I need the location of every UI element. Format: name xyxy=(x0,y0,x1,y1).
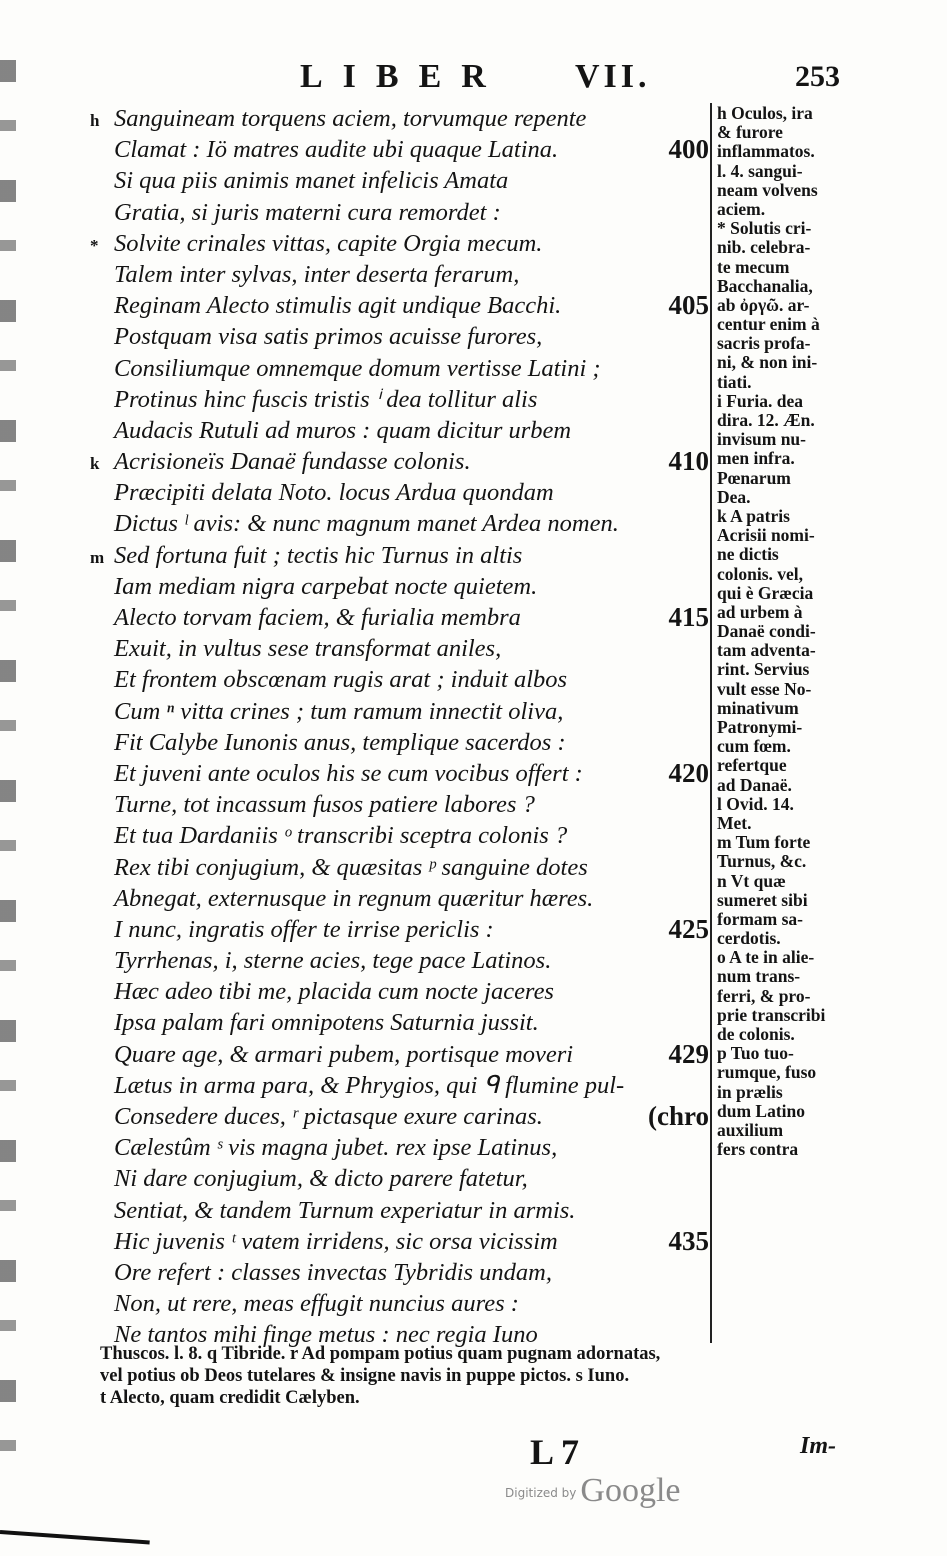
marginal-note-line: men infra. xyxy=(717,448,795,469)
marginal-note-line: fers contra xyxy=(717,1139,799,1160)
marginal-note-line: rumque, fuso xyxy=(717,1062,817,1083)
verse-text: Lætus in arma para, & Phrygios, qui ᑫ flumine pul- xyxy=(114,1071,625,1099)
marginal-note-line: o A te in alie- xyxy=(717,947,815,968)
header-title: LIBER xyxy=(300,58,506,95)
verse-line xyxy=(90,1070,715,1101)
verse-text: Gratia, si juris materni cura remordet : xyxy=(114,198,501,226)
verse-text: Rex tibi conjugium, & quæsitas ᵖ sanguine dotes xyxy=(114,853,588,881)
marginal-note-line: ne dictis xyxy=(717,544,779,565)
marginal-note-line: in prælis xyxy=(717,1081,783,1102)
verse-note-marker: m xyxy=(90,547,105,567)
marginal-note-line: ni, & non ini- xyxy=(717,352,818,373)
verse-note-marker: * xyxy=(90,235,99,255)
verse-text: Cum ⁿ vitta crines ; tum ramum innectit oliva, xyxy=(114,697,564,725)
header-book-number: VII. xyxy=(575,58,651,95)
marginal-note-line: qui è Græcia xyxy=(717,582,814,603)
verse-line xyxy=(90,446,715,477)
footnote-line: vel potius ob Deos tutelares & insigne navis in puppe pictos. s Iuno. xyxy=(100,1366,630,1386)
marginal-note-line: invisum nu- xyxy=(717,429,806,450)
marginal-note-line: Met. xyxy=(717,812,752,833)
verse-text: Dictus ˡ avis: & nunc magnum manet Ardea nomen. xyxy=(114,510,619,538)
line-number: 425 xyxy=(668,913,709,944)
verse-text: Protinus hinc fuscis tristis ⁱ dea tollitur alis xyxy=(114,385,538,413)
verse-text: Postquam visa satis primos acuisse furores, xyxy=(114,323,543,351)
marginal-note-line: p Tuo tuo- xyxy=(717,1043,794,1064)
line-number: 420 xyxy=(668,757,709,788)
marginal-note-line: tiati. xyxy=(717,371,752,392)
verse-text: Reginam Alecto stimulis agit undique Bacchi. xyxy=(114,292,562,320)
marginal-note-line: auxilium xyxy=(717,1119,784,1140)
marginal-note-line: de colonis. xyxy=(717,1024,795,1044)
verse-line xyxy=(90,633,715,664)
marginal-note-line: h Oculos, ira xyxy=(717,103,813,123)
marginal-note-line: te mecum xyxy=(717,256,790,277)
verse-line xyxy=(90,883,715,914)
verse-text: Cælestûm ˢ vis magna jubet. rex ipse Latinus, xyxy=(114,1134,558,1162)
marginal-note-line: rint. Servius xyxy=(717,659,810,680)
page-edge-shadow xyxy=(0,60,16,1460)
marginal-notes xyxy=(717,104,867,1159)
marginal-note-line: i Furia. dea xyxy=(717,390,804,411)
verse-line xyxy=(90,696,715,727)
verse-text: Præcipiti delata Noto. locus Ardua quondam xyxy=(114,479,554,507)
marginal-note-line: dira. 12. Æn. xyxy=(717,410,815,430)
verse-line xyxy=(90,321,715,352)
marginal-note-line: centur enim à xyxy=(717,314,820,335)
marginal-note-line: ab ὀργῶ. ar- xyxy=(717,294,810,315)
marginal-note-line: prie transcribi xyxy=(717,1004,826,1025)
verse-line xyxy=(90,477,715,508)
marginal-note-line: Turnus, &c. xyxy=(717,851,807,872)
verse-line xyxy=(90,976,715,1007)
verse-line xyxy=(90,727,715,758)
verse-line xyxy=(90,197,715,228)
verse-text: Solvite crinales vittas, capite Orgia mecum. xyxy=(114,229,543,257)
verse-line xyxy=(90,1163,715,1194)
verse-line xyxy=(90,228,715,259)
digitized-prefix: Digitized by xyxy=(505,1486,577,1500)
marginal-note-line: Pœnarum xyxy=(717,467,791,488)
marginal-note-line: aciem. xyxy=(717,198,766,219)
verse-text: Talem inter sylvas, inter deserta ferarum, xyxy=(114,260,520,288)
marginal-note-line: m Tum forte xyxy=(717,832,811,853)
verse-line xyxy=(90,602,715,633)
verse-line xyxy=(90,571,715,602)
marginal-note-line: num trans- xyxy=(717,966,801,987)
verse-line xyxy=(90,165,715,196)
verse-text: Tyrrhenas, i, sterne acies, tege pace Latinos. xyxy=(114,947,552,975)
verse-line xyxy=(90,914,715,945)
footnote-line: Thuscos. l. 8. q Tibride. r Ad pompam potius quam pugnam adornatas, xyxy=(100,1344,661,1364)
verse-line xyxy=(90,508,715,539)
verse-line xyxy=(90,1257,715,1288)
verse-text: Ne tantos mihi finge metus : nec regia Iuno xyxy=(114,1321,538,1349)
verse-text: Clamat : Iö matres audite ubi quaque Latina. xyxy=(114,136,559,164)
marginal-note-line: Patronymi- xyxy=(717,717,803,737)
column-rule xyxy=(710,103,712,1343)
marginal-note-line: cum fœm. xyxy=(717,736,791,757)
verse-line xyxy=(90,1007,715,1038)
marginal-note-line: ad urbem à xyxy=(717,601,803,622)
catchword: Im- xyxy=(800,1433,836,1459)
verse-text: Si qua piis animis manet infelicis Amata xyxy=(114,167,509,195)
marginal-note-line: n Vt quæ xyxy=(717,870,786,891)
verse-text: Quare age, & armari pubem, portisque moveri xyxy=(114,1040,574,1068)
verse-text: Turne, tot incassum fusos patiere labores ? xyxy=(114,791,535,819)
marginal-note-line: ferri, & pro- xyxy=(717,985,811,1006)
verse-text: Hæc adeo tibi me, placida cum nocte jaceres xyxy=(114,978,554,1006)
verse-text: Exuit, in vultus sese transformat aniles, xyxy=(114,635,502,663)
verse-text: Ni dare conjugium, & dicto parere fatetur, xyxy=(114,1165,528,1193)
verse-text: Alecto torvam faciem, & furialia membra xyxy=(114,604,521,631)
marginal-note-line: inflammatos. xyxy=(717,141,815,162)
verse-text: Hic juvenis ᵗ vatem irridens, sic orsa vicissim xyxy=(114,1227,558,1255)
scan-scratch xyxy=(0,1530,150,1544)
verse-text: Non, ut rere, meas effugit nuncius aures : xyxy=(114,1290,519,1318)
verse-line xyxy=(90,945,715,976)
verse-line xyxy=(90,134,715,165)
verse-text: I nunc, ingratis offer te irrise periclis : xyxy=(114,915,494,943)
line-number: (chro xyxy=(648,1101,709,1131)
verse-note-marker: h xyxy=(90,111,100,130)
verse-line xyxy=(90,353,715,384)
line-number: 405 xyxy=(668,290,709,321)
verse-text: Fit Calybe Iunonis anus, templique sacerdos : xyxy=(114,728,566,756)
verse-text: Abnegat, externusque in regnum quæritur hæres. xyxy=(114,884,594,912)
marginal-note-line: nib. celebra- xyxy=(717,237,811,258)
marginal-note-line: Dea. xyxy=(717,486,751,507)
marginal-note-line: Acrisii nomi- xyxy=(717,525,815,546)
marginal-note-line: & furore xyxy=(717,122,783,143)
line-number: 400 xyxy=(668,134,709,165)
verse-text: Sed fortuna fuit ; tectis hic Turnus in altis xyxy=(114,541,523,569)
verse-line xyxy=(90,1039,715,1070)
verse-line xyxy=(90,415,715,446)
marginal-note-line: sacris profa- xyxy=(717,333,811,354)
marginal-note-line: ad Danaë. xyxy=(717,774,792,795)
line-number: 415 xyxy=(668,602,709,632)
verse-line xyxy=(90,103,715,134)
verse-line xyxy=(90,820,715,851)
verse-line xyxy=(90,384,715,415)
marginal-note-line: neam volvens xyxy=(717,179,818,200)
line-number: 410 xyxy=(668,446,709,477)
marginal-note-line: minativum xyxy=(717,697,799,718)
google-logo: Google xyxy=(580,1472,681,1509)
marginal-note-line: l. 4. sangui- xyxy=(717,160,803,181)
verse-line xyxy=(90,259,715,290)
marginal-note-line: Bacchanalia, xyxy=(717,275,813,296)
signature-mark: L 7 xyxy=(530,1432,580,1472)
verse-line xyxy=(90,1195,715,1226)
marginal-note-line: dum Latino xyxy=(717,1100,806,1121)
marginal-note-line: * Solutis cri- xyxy=(717,218,812,239)
marginal-note-line: k A patris xyxy=(717,505,790,526)
verse-line xyxy=(90,664,715,695)
verse-line xyxy=(90,1288,715,1319)
verse-text: Sanguineam torquens aciem, torvumque repente xyxy=(114,105,587,132)
footnotes xyxy=(100,1343,870,1409)
page-number: 253 xyxy=(795,60,840,93)
verse-text: Sentiat, & tandem Turnum experiatur in armis. xyxy=(114,1196,576,1224)
verse-text: Et tua Dardaniis ᵒ transcribi sceptra colonis ? xyxy=(114,822,568,850)
verse-text: Et juveni ante oculos his se cum vocibus offert : xyxy=(114,759,583,787)
digitized-watermark xyxy=(505,1472,681,1510)
verse-note-marker: k xyxy=(90,454,100,474)
verse-text: Acrisioneïs Danaë fundasse colonis. xyxy=(114,448,471,476)
verse-line xyxy=(90,290,715,321)
verse-text: Iam mediam nigra carpebat nocte quietem. xyxy=(114,572,538,600)
verse-line xyxy=(90,758,715,789)
verse-column xyxy=(90,103,715,1351)
marginal-note-line: tam adventa- xyxy=(717,640,816,661)
verse-text: Ipsa palam fari omnipotens Saturnia jussit. xyxy=(114,1009,539,1037)
marginal-note-line: sumeret sibi xyxy=(717,889,808,910)
verse-text: Consiliumque omnemque domum vertisse Latini ; xyxy=(114,354,601,382)
verse-text: Et frontem obscœnam rugis arat ; induit albos xyxy=(114,666,568,694)
marginal-note-line: cerdotis. xyxy=(717,928,781,949)
marginal-note-line: vult esse No- xyxy=(717,678,812,699)
verse-line xyxy=(90,789,715,820)
marginal-note-line: colonis. vel, xyxy=(717,563,804,584)
verse-line xyxy=(90,1101,715,1132)
marginal-note-line: refertque xyxy=(717,755,787,776)
marginal-note-line: Danaë condi- xyxy=(717,621,816,642)
line-number: 435 xyxy=(668,1225,709,1256)
footnote-line: t Alecto, quam credidit Cælyben. xyxy=(100,1388,360,1408)
line-number: 429 xyxy=(668,1038,709,1069)
verse-text: Audacis Rutuli ad muros : quam dicitur urbem xyxy=(114,416,572,444)
verse-text: Ore refert : classes invectas Tybridis undam, xyxy=(114,1258,552,1286)
verse-line xyxy=(90,852,715,883)
verse-line xyxy=(90,1226,715,1257)
running-header xyxy=(0,56,947,96)
marginal-note-line: formam sa- xyxy=(717,908,804,929)
verse-text: Consedere duces, ʳ pictasque exure carinas. xyxy=(114,1103,543,1130)
verse-line xyxy=(90,540,715,571)
verse-line xyxy=(90,1132,715,1163)
marginal-note-line: l Ovid. 14. xyxy=(717,793,794,814)
